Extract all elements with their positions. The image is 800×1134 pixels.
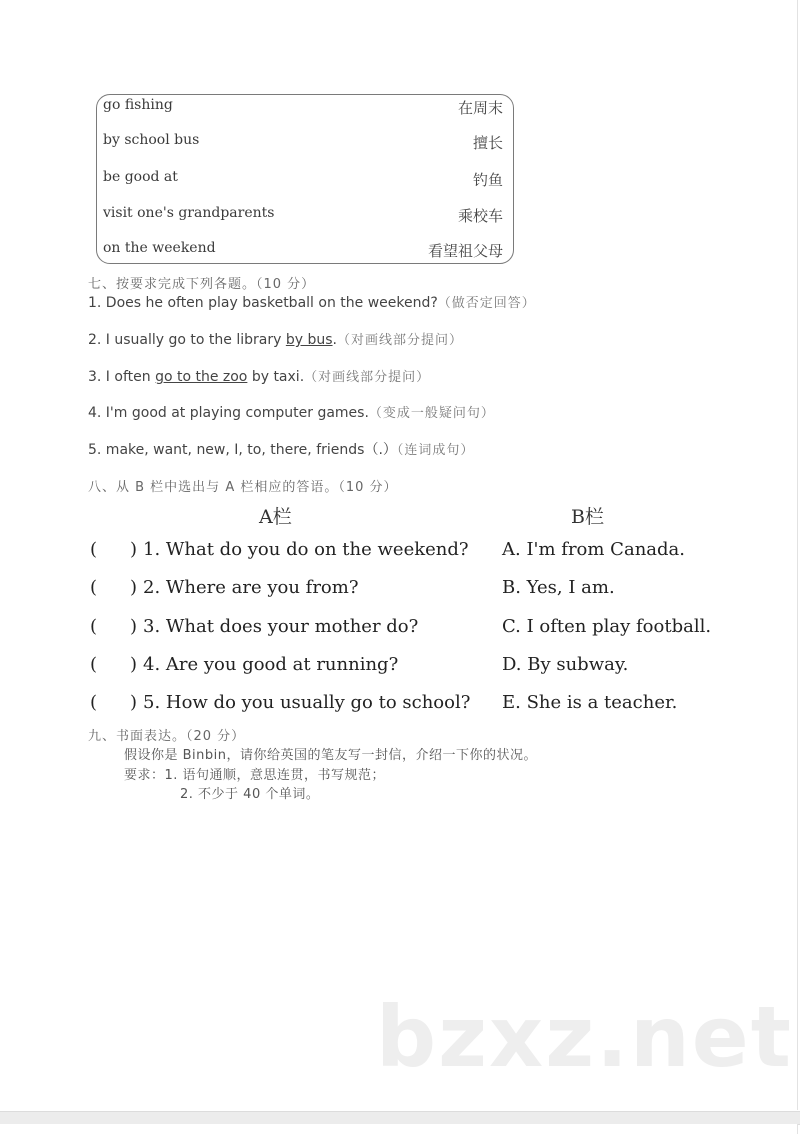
underlined-phrase: by bus	[285, 332, 333, 348]
vocab-chinese: 在周末	[457, 99, 503, 117]
matching-question: 1. What do you do on the weekend?	[143, 539, 469, 560]
vocab-row	[103, 97, 503, 119]
section-7-heading: 七、按要求完成下列各题。（10 分）	[88, 277, 316, 292]
page-separator	[0, 1111, 800, 1125]
question-text: 1. Does he often play basketball on the weekend?	[88, 295, 438, 311]
underlined-phrase: go to the zoo	[155, 369, 248, 385]
vocab-chinese: 钓鱼	[472, 171, 503, 189]
matching-row	[88, 616, 728, 642]
answer-blank-close: )	[130, 692, 138, 713]
question-7-3	[88, 366, 430, 385]
question-7-2	[88, 329, 463, 348]
section-9-heading: 九、书面表达。（20 分）	[88, 729, 246, 744]
question-instruction: （做否定回答）	[437, 296, 536, 311]
answer-blank-close: )	[130, 577, 138, 598]
vocab-english: visit one's grandparents	[103, 205, 275, 221]
matching-row	[88, 577, 728, 603]
question-instruction: （对画线部分提问）	[337, 333, 464, 348]
question-text: 2. I usually go to the library	[88, 332, 286, 348]
matching-question: 3. What does your mother do?	[143, 616, 419, 637]
vocab-english: go fishing	[103, 97, 173, 113]
answer-blank-close: )	[130, 616, 138, 637]
answer-blank-close: )	[130, 654, 138, 675]
vocab-chinese: 乘校车	[457, 207, 503, 225]
matching-question: 2. Where are you from?	[143, 577, 359, 598]
question-text-end: by taxi.	[247, 369, 305, 385]
answer-blank-close: )	[130, 539, 138, 560]
matching-row	[88, 692, 728, 718]
answer-blank-open: (	[90, 539, 98, 560]
question-text-end: .	[332, 332, 337, 348]
matching-answer: A. I'm from Canada.	[502, 539, 685, 560]
vocab-row	[103, 205, 503, 227]
next-page-edge	[0, 1124, 798, 1134]
matching-row	[88, 654, 728, 680]
writing-requirement-2: 2. 不少于 40 个单词。	[180, 787, 320, 802]
matching-question: 5. How do you usually go to school?	[143, 692, 471, 713]
question-text: 3. I often	[88, 369, 156, 385]
vocab-row	[103, 132, 503, 154]
matching-question: 4. Are you good at running?	[143, 654, 399, 675]
watermark: bzxz.net	[376, 988, 793, 1086]
question-text: 4. I'm good at playing computer games.	[88, 405, 369, 421]
answer-blank-open: (	[90, 577, 98, 598]
column-b-title: B栏	[571, 506, 604, 528]
vocab-row	[103, 169, 503, 191]
answer-blank-open: (	[90, 616, 98, 637]
vocab-english: be good at	[103, 169, 178, 185]
vocabulary-matching-box	[96, 94, 514, 264]
question-7-4	[88, 402, 495, 421]
matching-answer: B. Yes, I am.	[502, 577, 615, 598]
question-instruction: （变成一般疑问句）	[368, 406, 495, 421]
matching-answer: C. I often play football.	[502, 616, 712, 637]
answer-blank-open: (	[90, 654, 98, 675]
writing-requirement-1: 要求：1. 语句通顺，意思连贯，书写规范；	[124, 768, 386, 783]
question-instruction: （对画线部分提问）	[304, 370, 431, 385]
section-8-heading: 八、从 B 栏中选出与 A 栏相应的答语。（10 分）	[88, 480, 398, 495]
writing-prompt: 假设你是 Binbin，请你给英国的笔友写一封信，介绍一下你的状况。	[124, 748, 538, 763]
vocab-chinese: 看望祖父母	[427, 242, 503, 260]
matching-answer: E. She is a teacher.	[502, 692, 678, 713]
vocab-row	[103, 240, 503, 262]
question-text: 5. make, want, new, I, to, there, friends（.）	[88, 442, 397, 458]
question-7-1	[88, 292, 536, 311]
vocab-english: on the weekend	[103, 240, 216, 256]
matching-row	[88, 539, 728, 565]
question-7-5	[88, 439, 474, 459]
column-a-title: A栏	[259, 506, 292, 528]
question-instruction: （连词成句）	[396, 443, 475, 458]
vocab-english: by school bus	[103, 132, 200, 148]
vocab-chinese: 擅长	[472, 134, 503, 152]
answer-blank-open: (	[90, 692, 98, 713]
matching-answer: D. By subway.	[502, 654, 629, 675]
